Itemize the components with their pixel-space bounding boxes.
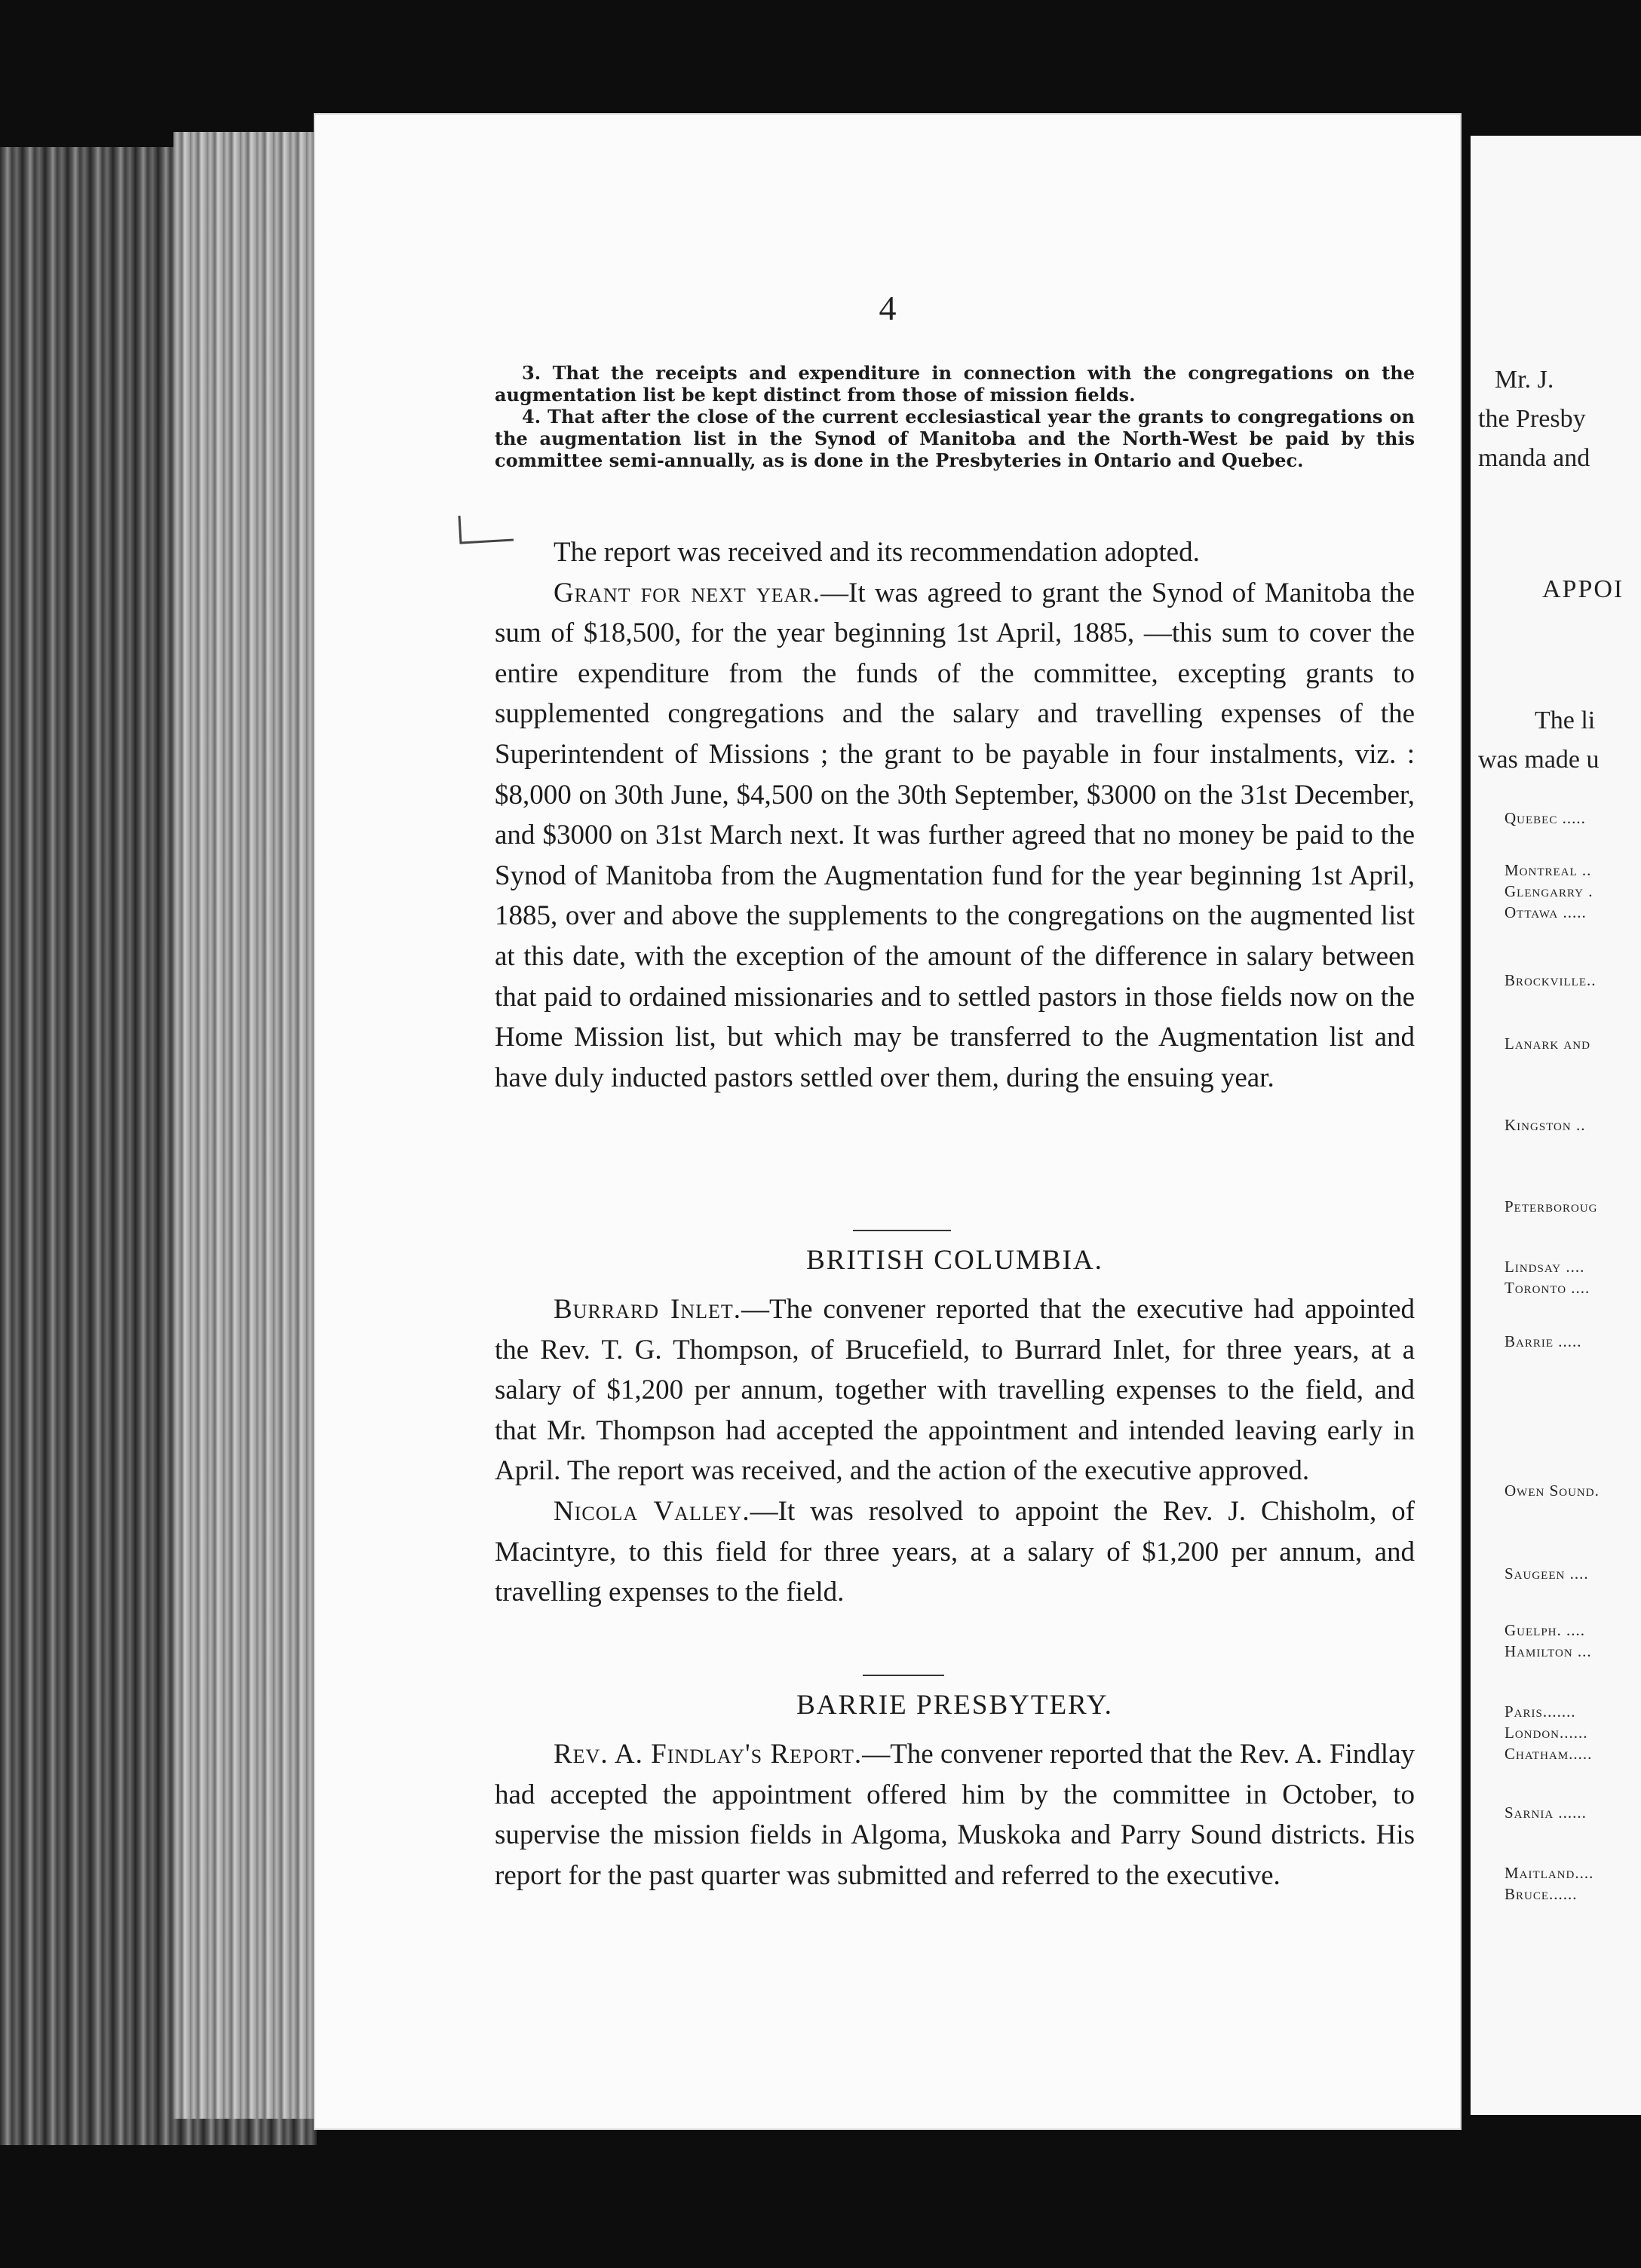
bc-text xyxy=(495,1289,1415,1613)
nicola-paragraph xyxy=(495,1491,1415,1613)
burrard-paragraph xyxy=(495,1289,1415,1491)
findlay-lead: Rev. A. Findlay's Report. xyxy=(554,1739,863,1770)
rp-presbytery-item: Glengarry . xyxy=(1505,882,1593,900)
rp-presbytery-item: Lindsay .... xyxy=(1505,1258,1585,1276)
rp-presbytery-item: Montreal .. xyxy=(1505,861,1592,879)
resolutions-block xyxy=(495,362,1415,471)
burrard-lead: Burrard Inlet. xyxy=(554,1294,742,1325)
grant-lead: Grant for next year. xyxy=(554,577,821,608)
grant-paragraph xyxy=(495,573,1415,1099)
nicola-text: —It was resolved to appoint the Rev. J. Chisholm, of Macintyre, to this field for three years, at a salary of $1,200 per annum, and travelling expenses to the field. xyxy=(495,1495,1415,1608)
book-page-edges-inner xyxy=(173,132,317,2119)
page-number: 4 xyxy=(879,289,897,327)
rp-presbytery-item: Guelph. .... xyxy=(1505,1621,1585,1639)
left-page xyxy=(314,113,1462,2130)
burrard-text: —The convener reported that the executive had appointed the Rev. T. G. Thompson, of Brucefield, to Burrard Inlet, for three years, at a salary of $1,200 per annum, together with travelling expenses to the field, and that Mr. Thompson had accepted the appointment and intended leaving early in April. The report was received, and the action of the executive approved. xyxy=(495,1294,1416,1487)
rp-presbytery-item: Bruce...... xyxy=(1505,1885,1578,1903)
rp-intro-line-2: the Presby xyxy=(1478,405,1586,433)
rp-para-line-2: was made u xyxy=(1478,746,1600,774)
rp-presbytery-item: Lanark and xyxy=(1505,1034,1590,1053)
rp-presbytery-item: Ottawa ..... xyxy=(1505,903,1587,921)
section-divider-1 xyxy=(853,1230,951,1231)
findlay-text: —The convener reported that the Rev. A. Findlay had accepted the appointment offered him by the committee in October, to supervise the mission fields in Algoma, Muskoka and Parry Sound districts. His report for the past quarter was submitted and referred to the executive. xyxy=(495,1739,1416,1891)
resolution-3: 3. That the receipts and expenditure in connection with the congregations on the augmentation list be kept distinct from those of mission fields. xyxy=(495,362,1415,406)
rp-presbytery-item: Toronto .... xyxy=(1505,1279,1590,1297)
heading-british-columbia: BRITISH COLUMBIA. xyxy=(806,1245,1103,1276)
heading-barrie-presbytery: BARRIE PRESBYTERY. xyxy=(796,1690,1113,1721)
rp-presbytery-item: Brockville.. xyxy=(1505,971,1597,989)
main-text xyxy=(495,532,1415,1098)
nicola-lead: Nicola Valley. xyxy=(554,1495,750,1527)
rp-presbytery-item: Paris....... xyxy=(1505,1703,1576,1721)
rp-presbytery-item: Barrie ..... xyxy=(1505,1332,1582,1350)
rp-presbytery-item: Kingston .. xyxy=(1505,1116,1586,1134)
rp-presbytery-item: Saugeen .... xyxy=(1505,1565,1589,1583)
rp-presbytery-item: Chatham..... xyxy=(1505,1745,1593,1763)
findlay-paragraph xyxy=(495,1734,1415,1896)
rp-presbytery-item: Hamilton ... xyxy=(1505,1642,1592,1660)
rp-presbytery-item: London...... xyxy=(1505,1724,1588,1742)
section-divider-2 xyxy=(863,1675,944,1676)
rp-presbytery-item: Owen Sound. xyxy=(1505,1482,1600,1500)
rp-para-line-1: The li xyxy=(1535,706,1596,734)
barrie-text xyxy=(495,1734,1415,1896)
rp-presbytery-item: Quebec ..... xyxy=(1505,809,1586,827)
grant-text: —It was agreed to grant the Synod of Manitoba the sum of $18,500, for the year beginning 1st April, 1885, —this sum to cover the entire expenditure from the funds of the committee, excepting grants to supplemented congregations and the salary and travelling expenses of the Superintendent of Missions ; the grant to be payable in four instalments, viz. : $8,000 on 30th June, $4,500 on the 30th September, $3000 on the 31st December, and $3000 on 31st March next. It was further agreed that no money be paid to the Synod of Manitoba from the Augmentation fund for the year beginning 1st April, 1885, over and above the supplements to the congregations on the augmented list at this date, with the exception of the amount of the difference in salary between that paid to ordained missionaries and to settled pastors in those fields now on the Home Mission list, but which may be transferred to the Augmentation list and have duly inducted pastors settled over them, during the ensuing year. xyxy=(495,577,1415,1093)
rp-intro-line-3: manda and xyxy=(1478,444,1590,472)
report-adopted: The report was received and its recommendation adopted. xyxy=(554,537,1200,568)
rp-intro-line-1: Mr. J. xyxy=(1495,366,1554,394)
right-page-fragment xyxy=(1471,136,1641,2115)
rp-presbytery-item: Maitland.... xyxy=(1505,1864,1594,1882)
rp-heading: APPOI xyxy=(1542,575,1624,603)
rp-presbytery-item: Sarnia ...... xyxy=(1505,1804,1587,1822)
resolution-4: 4. That after the close of the current ecclesiastical year the grants to congregations on the augmentation list in the Synod of Manitoba and the North-West be paid by this committee semi-annually, as is done in the Presbyteries in Ontario and Quebec. xyxy=(495,406,1415,471)
rp-presbytery-item: Peterboroug xyxy=(1505,1197,1598,1215)
